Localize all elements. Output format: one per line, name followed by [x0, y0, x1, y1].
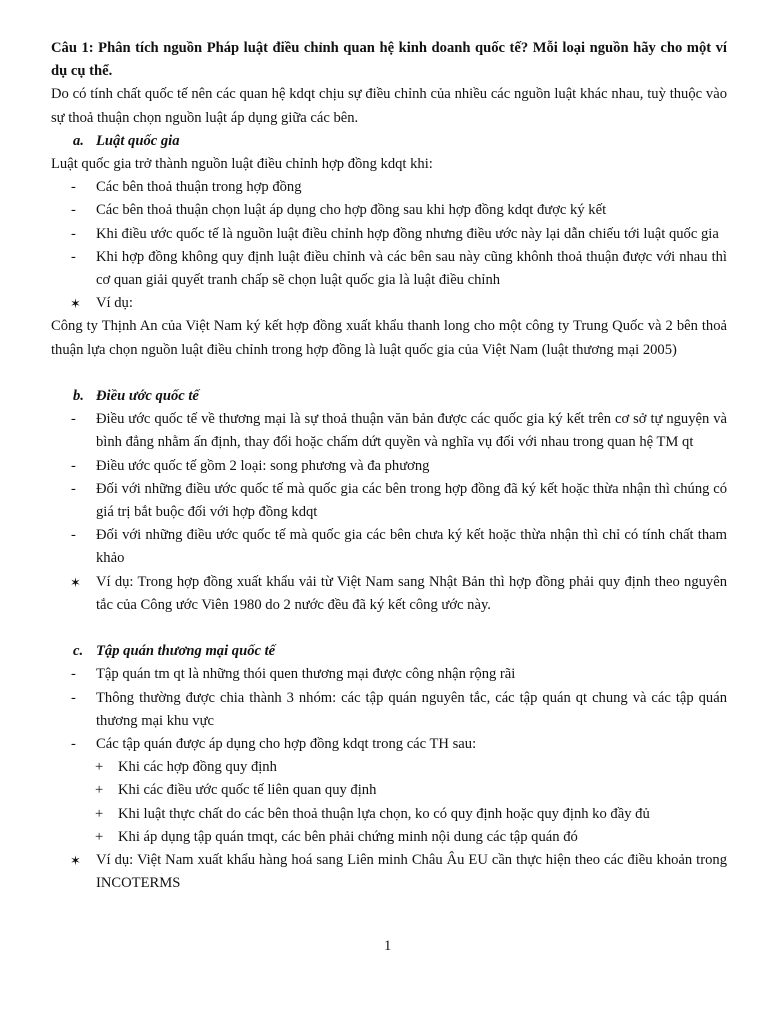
document-page	[51, 37, 727, 895]
list-item-text: Khi điều ước quốc tế là nguồn luật điều chỉnh hợp đồng nhưng điều ước này lại dẫn chiếu tới luật quốc gia	[96, 225, 719, 242]
example-item	[51, 849, 727, 895]
dash-bullet: -	[71, 480, 76, 497]
list-item	[51, 223, 727, 246]
plus-bullet: +	[95, 782, 104, 799]
section-number: c.	[73, 643, 84, 660]
dash-bullet: -	[71, 736, 76, 753]
list-item	[51, 524, 727, 570]
section-number: a.	[73, 132, 84, 149]
list-item-text: Đối với những điều ước quốc tế mà quốc gia các bên chưa ký kết hoặc thừa nhận thì chỉ có tính chất tham khảo	[96, 527, 727, 567]
sub-list-item-text: Khi các điều ước quốc tế liên quan quy định	[118, 782, 377, 799]
section-heading-a	[73, 130, 727, 153]
sub-list-item	[51, 756, 727, 779]
example-item	[51, 571, 727, 617]
list-item	[51, 455, 727, 478]
list-item-text: Điều ước quốc tế về thương mại là sự thoả thuận văn bản được các quốc gia ký kết trên cơ sở tự nguyện và bình đẳng nhằm ấn định, thay đổi hoặc chấm dứt quyền và nghĩa vụ đối với nhau trong quan hệ TM qt	[96, 411, 727, 451]
list-item-text: Các bên thoả thuận chọn luật áp dụng cho hợp đồng sau khi hợp đồng kdqt được ký kết	[96, 202, 607, 219]
plus-bullet: +	[95, 759, 104, 776]
sub-list-item-text: Khi luật thực chất do các bên thoả thuận lựa chọn, ko có quy định hoặc quy định ko đầy đủ	[118, 805, 650, 822]
list-item	[51, 408, 727, 454]
sub-list-item-text: Khi áp dụng tập quán tmqt, các bên phải chứng minh nội dung các tập quán đó	[118, 828, 578, 845]
dash-bullet: -	[71, 457, 76, 474]
star-bullet-icon: ✶	[70, 296, 81, 312]
section-title: Tập quán thương mại quốc tế	[96, 643, 276, 660]
sub-list-item-text: Khi các hợp đồng quy định	[118, 759, 277, 776]
example-paragraph: Công ty Thịnh An của Việt Nam ký kết hợp đồng xuất khẩu thanh long cho một công ty Trung Quốc và 2 bên thoả thuận lựa chọn nguồn luật điều chỉnh trong hợp đồng là luật quốc gia của Việt Nam (luật thương mại 2005)	[51, 318, 727, 358]
example-text: Ví dụ: Việt Nam xuất khẩu hàng hoá sang Liên minh Châu Âu EU cần thực hiện theo các điều khoản trong INCOTERMS	[96, 852, 727, 892]
dash-bullet: -	[71, 411, 76, 428]
sub-list-item	[51, 779, 727, 802]
section-number: b.	[73, 388, 84, 405]
sub-list-item	[51, 826, 727, 849]
list-item-text: Điều ước quốc tế gồm 2 loại: song phương và đa phương	[96, 457, 430, 474]
list-item-text: Các bên thoả thuận trong hợp đồng	[96, 179, 302, 196]
section-heading-b	[73, 385, 727, 408]
spacer	[51, 362, 727, 385]
dash-bullet: -	[71, 666, 76, 683]
list-item-text: Các tập quán được áp dụng cho hợp đồng kdqt trong các TH sau:	[96, 736, 477, 753]
plus-bullet: +	[95, 805, 104, 822]
list-item	[51, 176, 727, 199]
list-item-text: Khi hợp đồng không quy định luật điều chỉnh và các bên sau này cũng khônh thoả thuận được với nhau thì cơ quan giải quyết tranh chấp sẽ chọn luật quốc gia là luật điều chỉnh	[96, 248, 727, 289]
dash-bullet: -	[71, 248, 76, 265]
plus-bullet: +	[95, 828, 104, 845]
example-item	[51, 292, 727, 315]
sub-list-item	[51, 803, 727, 826]
example-text: Ví dụ: Trong hợp đồng xuất khẩu vải từ Việt Nam sang Nhật Bản thì hợp đồng phải quy định theo nguyên tắc của Công ước Viên 1980 do 2 nước đều đã ký kết công ước này.	[96, 573, 727, 613]
section-heading-c	[73, 640, 727, 663]
list-item-text: Thông thường được chia thành 3 nhóm: các tập quán nguyên tắc, các tập quán qt chung và các tập quán thương mại khu vực	[96, 689, 727, 729]
dash-bullet: -	[71, 202, 76, 219]
list-item	[51, 733, 727, 756]
list-item	[51, 687, 727, 733]
star-bullet-icon: ✶	[70, 574, 81, 590]
page-number: 1	[384, 938, 392, 954]
list-item	[51, 663, 727, 686]
section-title: Điều ước quốc tế	[96, 388, 199, 405]
intro-paragraph: Do có tính chất quốc tế nên các quan hệ kdqt chịu sự điều chỉnh của nhiều các nguồn luật khác nhau, tuỳ thuộc vào sự thoả thuận chọn nguồn luật áp dụng giữa các bên.	[51, 86, 727, 126]
list-item	[51, 478, 727, 524]
question-title: Câu 1: Phân tích nguồn Pháp luật điều chỉnh quan hệ kinh doanh quốc tế? Mỗi loại nguồn hãy cho một ví dụ cụ thể.	[51, 40, 727, 80]
section-title: Luật quốc gia	[96, 132, 180, 149]
list-item-text: Đối với những điều ước quốc tế mà quốc gia các bên trong hợp đồng đã ký kết hoặc thừa nhận thì chúng có giá trị bắt buộc đối với hợp đồng kdqt	[96, 480, 727, 521]
dash-bullet: -	[71, 225, 76, 242]
list-item-text: Tập quán tm qt là những thói quen thương mại được công nhận rộng rãi	[96, 666, 516, 683]
dash-bullet: -	[71, 179, 76, 196]
spacer	[51, 617, 727, 640]
list-item	[51, 246, 727, 292]
section-lead: Luật quốc gia trở thành nguồn luật điều chỉnh hợp đồng kdqt khi:	[51, 156, 433, 173]
list-item	[51, 199, 727, 222]
star-bullet-icon: ✶	[70, 853, 81, 869]
dash-bullet: -	[71, 527, 76, 544]
dash-bullet: -	[71, 689, 76, 706]
example-label: Ví dụ:	[96, 295, 133, 312]
